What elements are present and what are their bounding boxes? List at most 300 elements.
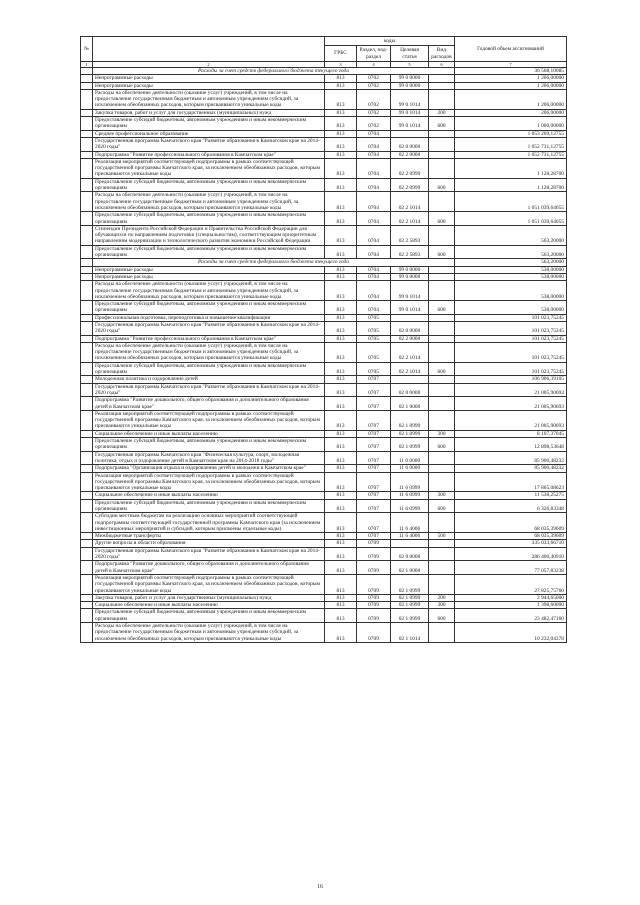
row-name: Подпрограмма "Развитие дошкольного, общего образования и дополнительного образования детей в Камчатском крае" bbox=[93, 561, 325, 575]
row-num-cell bbox=[81, 383, 93, 397]
row-num-cell bbox=[81, 465, 93, 472]
row-razdel: 0707 bbox=[357, 451, 391, 465]
row-target: 02 1 0999 bbox=[391, 410, 429, 430]
row-num-cell bbox=[81, 547, 93, 561]
row-exptype bbox=[429, 472, 455, 492]
row-target: 02 0 0000 bbox=[391, 137, 429, 151]
row-exptype: 600 bbox=[429, 178, 455, 192]
row-target: 11 0 0000 bbox=[391, 451, 429, 465]
row-num-cell bbox=[81, 117, 93, 131]
row-target: 11 6 4006 bbox=[391, 533, 429, 540]
row-name: Государственная программа Камчатского края "Развитие образования в Камчатском крае на 2014-2020 годы" bbox=[93, 321, 325, 335]
row-grbs: 813 bbox=[325, 225, 357, 245]
row-razdel: 0702 bbox=[357, 75, 391, 82]
row-razdel: 0705 bbox=[357, 335, 391, 342]
section-title: Расходы за счет средств федерального бюджета текущего года bbox=[93, 68, 455, 75]
row-num-cell bbox=[81, 192, 93, 212]
row-num-cell bbox=[81, 109, 93, 116]
section-row bbox=[81, 259, 567, 266]
row-target bbox=[391, 540, 429, 547]
row-num-cell bbox=[81, 82, 93, 89]
row-name: Предоставление субсидий бюджетным, автономным учреждениям и иным некоммерческим организациям bbox=[93, 212, 325, 226]
row-target: 99 0 0000 bbox=[391, 75, 429, 82]
row-amount: 27 825,75760 bbox=[455, 574, 567, 594]
row-target: 99 0 1014 bbox=[391, 281, 429, 301]
table-row bbox=[81, 547, 567, 561]
row-grbs: 813 bbox=[325, 623, 357, 643]
row-razdel: 0709 bbox=[357, 602, 391, 609]
row-amount: 1 398,60000 bbox=[455, 602, 567, 609]
table-row bbox=[81, 225, 567, 245]
row-target: 02 2 1014 bbox=[391, 192, 429, 212]
row-razdel: 0704 bbox=[357, 225, 391, 245]
row-razdel: 0704 bbox=[357, 130, 391, 137]
row-num-cell bbox=[81, 259, 93, 266]
row-exptype: 600 bbox=[429, 499, 455, 513]
row-amount: 10 232,04378 bbox=[455, 623, 567, 643]
table-row bbox=[81, 117, 567, 131]
row-razdel: 0707 bbox=[357, 465, 391, 472]
table-row bbox=[81, 499, 567, 513]
table-row bbox=[81, 192, 567, 212]
row-razdel: 0709 bbox=[357, 540, 391, 547]
row-grbs: 813 bbox=[325, 410, 357, 430]
table-row bbox=[81, 561, 567, 575]
header-target: Целевая статья bbox=[391, 46, 429, 62]
header-exptype: Вид расходов bbox=[429, 46, 455, 62]
row-exptype bbox=[429, 321, 455, 335]
row-target: 02 2 1014 bbox=[391, 212, 429, 226]
row-grbs: 813 bbox=[325, 438, 357, 452]
row-exptype: 300 bbox=[429, 602, 455, 609]
row-amount: 101 023,75245 bbox=[455, 335, 567, 342]
row-exptype bbox=[429, 376, 455, 383]
column-index: 7 bbox=[455, 62, 567, 68]
table-row bbox=[81, 342, 567, 362]
row-num-cell bbox=[81, 301, 93, 315]
budget-document bbox=[80, 36, 566, 643]
row-exptype bbox=[429, 137, 455, 151]
row-num-cell bbox=[81, 266, 93, 273]
row-num-cell bbox=[81, 151, 93, 158]
row-num-cell bbox=[81, 245, 93, 259]
row-razdel: 0704 bbox=[357, 281, 391, 301]
row-name: Социальное обеспечение и иные выплаты населению bbox=[93, 430, 325, 437]
row-razdel: 0707 bbox=[357, 397, 391, 411]
row-grbs: 813 bbox=[325, 109, 357, 116]
row-name: Предоставление субсидий бюджетным, автономным учреждениям и иным некоммерческим организациям bbox=[93, 178, 325, 192]
row-num-cell bbox=[81, 178, 93, 192]
header-num: № bbox=[81, 37, 93, 62]
row-exptype bbox=[429, 451, 455, 465]
row-amount: 538,00000 bbox=[455, 281, 567, 301]
row-grbs: 813 bbox=[325, 137, 357, 151]
row-exptype: 600 bbox=[429, 245, 455, 259]
row-name: Государственная программа Камчатского края "Развитие образования в Камчатском крае на 2014-2020 годы" bbox=[93, 383, 325, 397]
row-target: 02 2 0999 bbox=[391, 158, 429, 178]
row-razdel: 0709 bbox=[357, 561, 391, 575]
table-row bbox=[81, 540, 567, 547]
row-target: 02 1 0999 bbox=[391, 574, 429, 594]
row-name: Другие вопросы в области образования bbox=[93, 540, 325, 547]
row-num-cell bbox=[81, 594, 93, 601]
table-row bbox=[81, 438, 567, 452]
table-row bbox=[81, 397, 567, 411]
header-razdel: Раздел, под-раздел bbox=[357, 46, 391, 62]
row-num-cell bbox=[81, 225, 93, 245]
table-row bbox=[81, 533, 567, 540]
table-row bbox=[81, 75, 567, 82]
table-row bbox=[81, 383, 567, 397]
row-name: Расходы на обеспечение деятельности (оказание услуг) учреждений, в том числе на предоставление государственным бюджетным и автономным учреждениям субсидий, за исключением обеобязанных расходов, которым присваиваются уникальные коды bbox=[93, 192, 325, 212]
row-name: Государственная программа Камчатского края "Физическая культура, спорт, молодежная политика, отдых и оздоровление детей в Камчатском крае на 2014-2018 годы" bbox=[93, 451, 325, 465]
row-exptype: 500 bbox=[429, 533, 455, 540]
row-target: 02 2 1014 bbox=[391, 362, 429, 376]
row-exptype bbox=[429, 158, 455, 178]
row-grbs: 813 bbox=[325, 451, 357, 465]
row-amount: 101 023,75245 bbox=[455, 362, 567, 376]
row-amount: 563,20000 bbox=[455, 259, 567, 266]
row-target: 02 2 0000 bbox=[391, 151, 429, 158]
row-razdel: 0704 bbox=[357, 266, 391, 273]
row-num-cell bbox=[81, 75, 93, 82]
row-grbs: 813 bbox=[325, 321, 357, 335]
row-num-cell bbox=[81, 533, 93, 540]
row-grbs: 813 bbox=[325, 383, 357, 397]
row-num-cell bbox=[81, 430, 93, 437]
row-name: Предоставление субсидий бюджетным, автономным учреждениям и иным некоммерческим организациям bbox=[93, 609, 325, 623]
row-name: Молодежная политика и оздоровление детей bbox=[93, 376, 325, 383]
row-exptype bbox=[429, 410, 455, 430]
row-target: 02 1 0000 bbox=[391, 561, 429, 575]
row-target: 02 2 1014 bbox=[391, 342, 429, 362]
row-grbs: 813 bbox=[325, 513, 357, 533]
row-target bbox=[391, 130, 429, 137]
row-exptype bbox=[429, 314, 455, 321]
row-target: 02 1 0999 bbox=[391, 602, 429, 609]
row-grbs: 813 bbox=[325, 602, 357, 609]
row-exptype bbox=[429, 547, 455, 561]
table-row bbox=[81, 158, 567, 178]
row-name: Реализация мероприятий соответствующей подпрограммы в рамках соответствующей государственной программы Камчатского края, за исключением обеобязанных расходов, которым присваиваются уникальные коды bbox=[93, 410, 325, 430]
row-amount: 1 052 731,12755 bbox=[455, 151, 567, 158]
row-amount: 17 865,08623 bbox=[455, 472, 567, 492]
table-row bbox=[81, 410, 567, 430]
table-row bbox=[81, 212, 567, 226]
row-target bbox=[391, 376, 429, 383]
row-exptype: 600 bbox=[429, 301, 455, 315]
row-name: Закупка товаров, работ и услуг для государственных (муниципальных) нужд bbox=[93, 594, 325, 601]
row-num-cell bbox=[81, 499, 93, 513]
row-target: 02 1 0999 bbox=[391, 438, 429, 452]
column-index: 1 bbox=[81, 62, 93, 68]
row-exptype: 600 bbox=[429, 212, 455, 226]
row-target: 99 0 1014 bbox=[391, 301, 429, 315]
column-index: 3 bbox=[325, 62, 357, 68]
row-name: Профессиональная подготовка, переподготовка и повышение квалификации bbox=[93, 314, 325, 321]
row-grbs: 813 bbox=[325, 212, 357, 226]
row-grbs: 813 bbox=[325, 301, 357, 315]
row-num-cell bbox=[81, 540, 93, 547]
row-razdel: 0705 bbox=[357, 362, 391, 376]
row-amount: 1 053 269,12755 bbox=[455, 130, 567, 137]
row-name: Субсидии местным бюджетам на реализацию основных мероприятий соответствующей подпрограммы соответствующей государственной программы Камчатского края (за исключением инвестиционных мероприятий и субсидий, которым присвоены отдельные коды) bbox=[93, 513, 325, 533]
row-name: Предоставление субсидий бюджетным, автономным учреждениям и иным некоммерческим организациям bbox=[93, 362, 325, 376]
row-razdel: 0705 bbox=[357, 321, 391, 335]
row-grbs: 813 bbox=[325, 547, 357, 561]
row-grbs: 813 bbox=[325, 266, 357, 273]
row-razdel: 0704 bbox=[357, 273, 391, 280]
table-row bbox=[81, 321, 567, 335]
row-grbs: 813 bbox=[325, 574, 357, 594]
row-name: Среднее профессиональное образование bbox=[93, 130, 325, 137]
row-num-cell bbox=[81, 451, 93, 465]
row-target: 99 0 0000 bbox=[391, 266, 429, 273]
row-grbs: 813 bbox=[325, 273, 357, 280]
row-grbs: 813 bbox=[325, 492, 357, 499]
table-row bbox=[81, 82, 567, 89]
row-razdel: 0707 bbox=[357, 533, 391, 540]
row-target: 02 2 0999 bbox=[391, 178, 429, 192]
row-razdel: 0702 bbox=[357, 89, 391, 109]
row-name: Непрограммные расходы bbox=[93, 273, 325, 280]
row-target: 99 0 0000 bbox=[391, 273, 429, 280]
row-exptype: 300 bbox=[429, 430, 455, 437]
table-row bbox=[81, 273, 567, 280]
row-name: Непрограммные расходы bbox=[93, 266, 325, 273]
row-exptype: 300 bbox=[429, 492, 455, 499]
row-target: 02 0 0000 bbox=[391, 321, 429, 335]
column-index: 6 bbox=[429, 62, 455, 68]
row-amount: 563,20000 bbox=[455, 245, 567, 259]
row-razdel: 0707 bbox=[357, 376, 391, 383]
row-razdel: 0702 bbox=[357, 82, 391, 89]
row-exptype bbox=[429, 465, 455, 472]
row-razdel: 0704 bbox=[357, 158, 391, 178]
row-exptype: 600 bbox=[429, 609, 455, 623]
table-row bbox=[81, 623, 567, 643]
row-num-cell bbox=[81, 130, 93, 137]
table-row bbox=[81, 151, 567, 158]
row-grbs: 813 bbox=[325, 533, 357, 540]
row-target: 11 6 0999 bbox=[391, 499, 429, 513]
row-exptype bbox=[429, 273, 455, 280]
row-exptype bbox=[429, 342, 455, 362]
row-num-cell bbox=[81, 137, 93, 151]
row-name: Государственная программа Камчатского края "Развитие образования в Камчатском крае на 2014-2020 годы" bbox=[93, 547, 325, 561]
row-name: Подпрограмма "Организация отдыха и оздоровления детей и молодежи в Камчатском крае" bbox=[93, 465, 325, 472]
row-amount: 101 023,75245 bbox=[455, 314, 567, 321]
row-grbs: 813 bbox=[325, 158, 357, 178]
row-razdel: 0702 bbox=[357, 109, 391, 116]
row-exptype bbox=[429, 623, 455, 643]
row-amount: 68 035,39609 bbox=[455, 513, 567, 533]
row-amount: 206,00000 bbox=[455, 109, 567, 116]
row-grbs: 813 bbox=[325, 472, 357, 492]
row-grbs: 813 bbox=[325, 342, 357, 362]
row-target: 99 0 1014 bbox=[391, 89, 429, 109]
row-num-cell bbox=[81, 362, 93, 376]
table-row bbox=[81, 430, 567, 437]
row-name: Социальное обеспечение и иные выплаты населению bbox=[93, 602, 325, 609]
row-razdel: 0707 bbox=[357, 472, 391, 492]
row-exptype bbox=[429, 397, 455, 411]
row-num-cell bbox=[81, 602, 93, 609]
row-target: 02 0 0000 bbox=[391, 383, 429, 397]
row-target bbox=[391, 314, 429, 321]
row-target: 11 6 0000 bbox=[391, 465, 429, 472]
row-exptype bbox=[429, 82, 455, 89]
row-target: 99 0 0000 bbox=[391, 82, 429, 89]
row-grbs: 813 bbox=[325, 89, 357, 109]
row-name: Предоставление субсидий бюджетным, автономным учреждениям и иным некоммерческим организациям bbox=[93, 301, 325, 315]
row-amount: 11 538,25275 bbox=[455, 492, 567, 499]
row-grbs: 813 bbox=[325, 192, 357, 212]
row-grbs: 813 bbox=[325, 540, 357, 547]
row-num-cell bbox=[81, 397, 93, 411]
row-name: Непрограммные расходы bbox=[93, 82, 325, 89]
row-amount: 538,00000 bbox=[455, 273, 567, 280]
row-amount: 68 035,39609 bbox=[455, 533, 567, 540]
row-amount: 1 206,00000 bbox=[455, 75, 567, 82]
row-razdel: 0704 bbox=[357, 151, 391, 158]
header-grbs: ГРБС bbox=[325, 46, 357, 62]
row-target: 02 1 1014 bbox=[391, 623, 429, 643]
row-amount: 1 051 039,64055 bbox=[455, 192, 567, 212]
header-row-top bbox=[81, 37, 567, 46]
row-num-cell bbox=[81, 321, 93, 335]
row-razdel: 0709 bbox=[357, 594, 391, 601]
row-target: 11 6 4006 bbox=[391, 513, 429, 533]
row-grbs: 813 bbox=[325, 561, 357, 575]
row-name: Государственная программа Камчатского края "Развитие образования в Камчатском крае на 2014-2020 годы" bbox=[93, 137, 325, 151]
row-name: Предоставление субсидий бюджетным, автономным учреждениям и иным некоммерческим организациям bbox=[93, 245, 325, 259]
row-num-cell bbox=[81, 438, 93, 452]
row-razdel: 0709 bbox=[357, 609, 391, 623]
row-exptype: 200 bbox=[429, 109, 455, 116]
row-amount: 1 128,28700 bbox=[455, 178, 567, 192]
row-amount: 77 057,83238 bbox=[455, 561, 567, 575]
row-name: Подпрограмма "Развитие профессионального образования в Камчатском крае" bbox=[93, 335, 325, 342]
row-num-cell bbox=[81, 376, 93, 383]
row-exptype: 200 bbox=[429, 594, 455, 601]
row-name: Подпрограмма "Развитие дошкольного, общего образования и дополнительного образования детей в Камчатском крае" bbox=[93, 397, 325, 411]
budget-table-body bbox=[81, 68, 567, 643]
row-razdel: 0704 bbox=[357, 137, 391, 151]
row-amount: 2 944,65000 bbox=[455, 594, 567, 601]
row-target: 11 6 0999 bbox=[391, 492, 429, 499]
row-name: Предоставление субсидий бюджетным, автономным учреждениям и иным некоммерческим организациям bbox=[93, 499, 325, 513]
table-row bbox=[81, 492, 567, 499]
row-grbs: 813 bbox=[325, 245, 357, 259]
row-amount: 21 005,90693 bbox=[455, 397, 567, 411]
row-num-cell bbox=[81, 342, 93, 362]
table-row bbox=[81, 109, 567, 116]
row-razdel: 0704 bbox=[357, 212, 391, 226]
row-num-cell bbox=[81, 574, 93, 594]
row-grbs: 813 bbox=[325, 75, 357, 82]
row-amount: 8 107,37045 bbox=[455, 430, 567, 437]
row-num-cell bbox=[81, 492, 93, 499]
table-row bbox=[81, 335, 567, 342]
row-exptype: 600 bbox=[429, 438, 455, 452]
row-amount: 563,20000 bbox=[455, 225, 567, 245]
row-name: Расходы на обеспечение деятельности (оказание услуг) учреждений, в том числе на предоставление государственным бюджетным и автономным учреждениям субсидий, за исключением обеобязанных расходов, которым присваиваются уникальные коды bbox=[93, 281, 325, 301]
table-row bbox=[81, 594, 567, 601]
row-grbs: 813 bbox=[325, 151, 357, 158]
row-amount: 1 051 039,64055 bbox=[455, 212, 567, 226]
row-razdel: 0705 bbox=[357, 342, 391, 362]
table-row bbox=[81, 266, 567, 273]
row-amount: 1 000,00000 bbox=[455, 117, 567, 131]
row-name: Предоставление субсидий бюджетным, автономным учреждениям и иным некоммерческим организациям bbox=[93, 117, 325, 131]
row-name: Реализация мероприятий соответствующей подпрограммы в рамках соответствующей государственной программы Камчатского края, за исключением обеобязанных расходов, которым присваиваются уникальные коды bbox=[93, 158, 325, 178]
row-grbs: 813 bbox=[325, 314, 357, 321]
row-grbs: 813 bbox=[325, 376, 357, 383]
row-target: 02 1 0999 bbox=[391, 609, 429, 623]
row-num-cell bbox=[81, 561, 93, 575]
row-num-cell bbox=[81, 623, 93, 643]
row-target: 02 1 0999 bbox=[391, 594, 429, 601]
row-exptype: 600 bbox=[429, 362, 455, 376]
row-amount: 21 005,90693 bbox=[455, 410, 567, 430]
row-num-cell bbox=[81, 472, 93, 492]
table-row bbox=[81, 472, 567, 492]
header-name bbox=[93, 37, 325, 62]
table-row bbox=[81, 465, 567, 472]
table-row bbox=[81, 513, 567, 533]
row-num-cell bbox=[81, 513, 93, 533]
row-razdel: 0704 bbox=[357, 178, 391, 192]
column-index: 5 bbox=[391, 62, 429, 68]
row-razdel: 0704 bbox=[357, 245, 391, 259]
row-grbs: 813 bbox=[325, 397, 357, 411]
row-razdel: 0707 bbox=[357, 492, 391, 499]
row-grbs: 813 bbox=[325, 281, 357, 301]
row-name: Непрограммные расходы bbox=[93, 75, 325, 82]
row-amount: 6 326,83348 bbox=[455, 499, 567, 513]
row-exptype bbox=[429, 266, 455, 273]
row-amount: 106 906,39105 bbox=[455, 376, 567, 383]
table-row bbox=[81, 574, 567, 594]
row-grbs: 813 bbox=[325, 430, 357, 437]
row-razdel: 0707 bbox=[357, 513, 391, 533]
row-exptype bbox=[429, 75, 455, 82]
row-name: Закупка товаров, работ и услуг для государственных (муниципальных) нужд bbox=[93, 109, 325, 116]
row-amount: 335 033,66710 bbox=[455, 540, 567, 547]
row-amount: 1 128,28700 bbox=[455, 158, 567, 178]
row-grbs: 813 bbox=[325, 609, 357, 623]
row-amount: 538,00000 bbox=[455, 266, 567, 273]
row-razdel: 0709 bbox=[357, 623, 391, 643]
row-exptype bbox=[429, 574, 455, 594]
table-row bbox=[81, 301, 567, 315]
row-target: 02 2 0000 bbox=[391, 335, 429, 342]
row-name: Подпрограмма "Развитие профессионального образования в Камчатском крае" bbox=[93, 151, 325, 158]
row-amount: 1 206,00000 bbox=[455, 82, 567, 89]
table-row bbox=[81, 89, 567, 109]
row-name: Стипендии Президента Российской Федерации и Правительства Российской Федерации для обучающихся по направлениям подготовки (специальностям), соответствующим приоритетным направлениям модернизации и технологического развития экономики Российской Федерации bbox=[93, 225, 325, 245]
row-grbs: 813 bbox=[325, 362, 357, 376]
row-target: 11 6 0999 bbox=[391, 472, 429, 492]
header-codes: коды bbox=[325, 37, 455, 46]
header-volume: Годовой объем ассигнований bbox=[455, 37, 567, 62]
row-name: Социальное обеспечение и иные выплаты населению bbox=[93, 492, 325, 499]
row-amount: 12 898,53648 bbox=[455, 438, 567, 452]
row-grbs: 813 bbox=[325, 335, 357, 342]
row-amount: 85 900,48232 bbox=[455, 451, 567, 465]
row-razdel: 0704 bbox=[357, 192, 391, 212]
